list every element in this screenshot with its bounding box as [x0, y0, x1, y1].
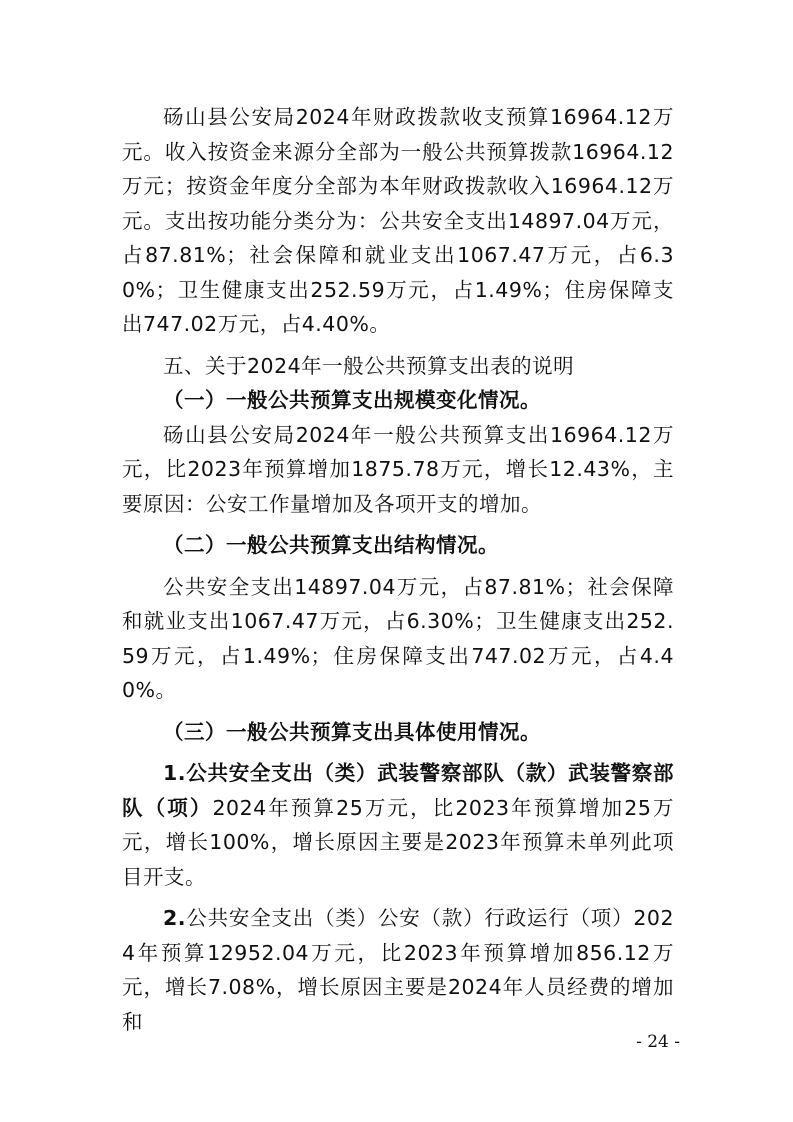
subsection-one-heading: （一）一般公共预算支出规模变化情况。 — [163, 388, 541, 412]
spacer — [122, 749, 674, 756]
spacer — [122, 708, 674, 715]
item-one-text: 2024年预算25万元，比2023年预算增加25万元，增长100%，增长原因主要是2023年预算未单列此项目开支。 — [122, 795, 674, 889]
subsection-two-heading: （二）一般公共预算支出结构情况。 — [163, 533, 499, 557]
page-number: - 24 - — [636, 1032, 680, 1052]
spacer — [122, 894, 674, 901]
expenditure-scale-paragraph: 砀山县公安局2024年一般公共预算支出16964.12万元，比2023年预算增加1875.78万元，增长12.43%，主要原因：公安工作量增加及各项开支的增加。 — [122, 422, 674, 516]
item-one-paragraph — [122, 756, 674, 894]
item-two-paragraph — [122, 901, 674, 1039]
spacer — [122, 342, 674, 349]
item-two-text: 公共安全支出（类）公安（款）行政运行（项）2024年预算12952.04万元，比2023年预算增加856.12万元，增长7.08%，增长原因主要是2024年人员经费的增加和 — [122, 906, 674, 1034]
section-five-heading: 五、关于2024年一般公共预算支出表的说明 — [163, 353, 575, 378]
expenditure-structure-paragraph: 公共安全支出14897.04万元，占87.81%；社会保障和就业支出1067.47万元，占6.30%；卫生健康支出252.59万元，占1.49%；住房保障支出747.02万元，占4.40%。 — [122, 574, 674, 702]
spacer — [122, 521, 674, 528]
document-body — [122, 100, 674, 1039]
item-one-lead: 1.公共安全支出（类）武装警察部队（款）武装警察部队（项） — [122, 761, 674, 820]
subsection-three-heading: （三）一般公共预算支出具体使用情况。 — [163, 719, 541, 744]
budget-summary-paragraph: 砀山县公安局2024年财政拨款收支预算16964.12万元。收入按资金来源分全部为一般公共预算拨款16964.12万元；按资金年度分全部为本年财政拨款收入16964.12万元。支出按功能分类分为：公共安全支出14897.04万元，占87.81%；社会保障和就业支出1067.47万元，占6.30%；卫生健康支出252.59万元，占1.49%；住房保障支出747.02万元，占4.40%。 — [122, 105, 674, 336]
item-two-lead: 2. — [163, 906, 187, 930]
spacer — [122, 563, 674, 570]
